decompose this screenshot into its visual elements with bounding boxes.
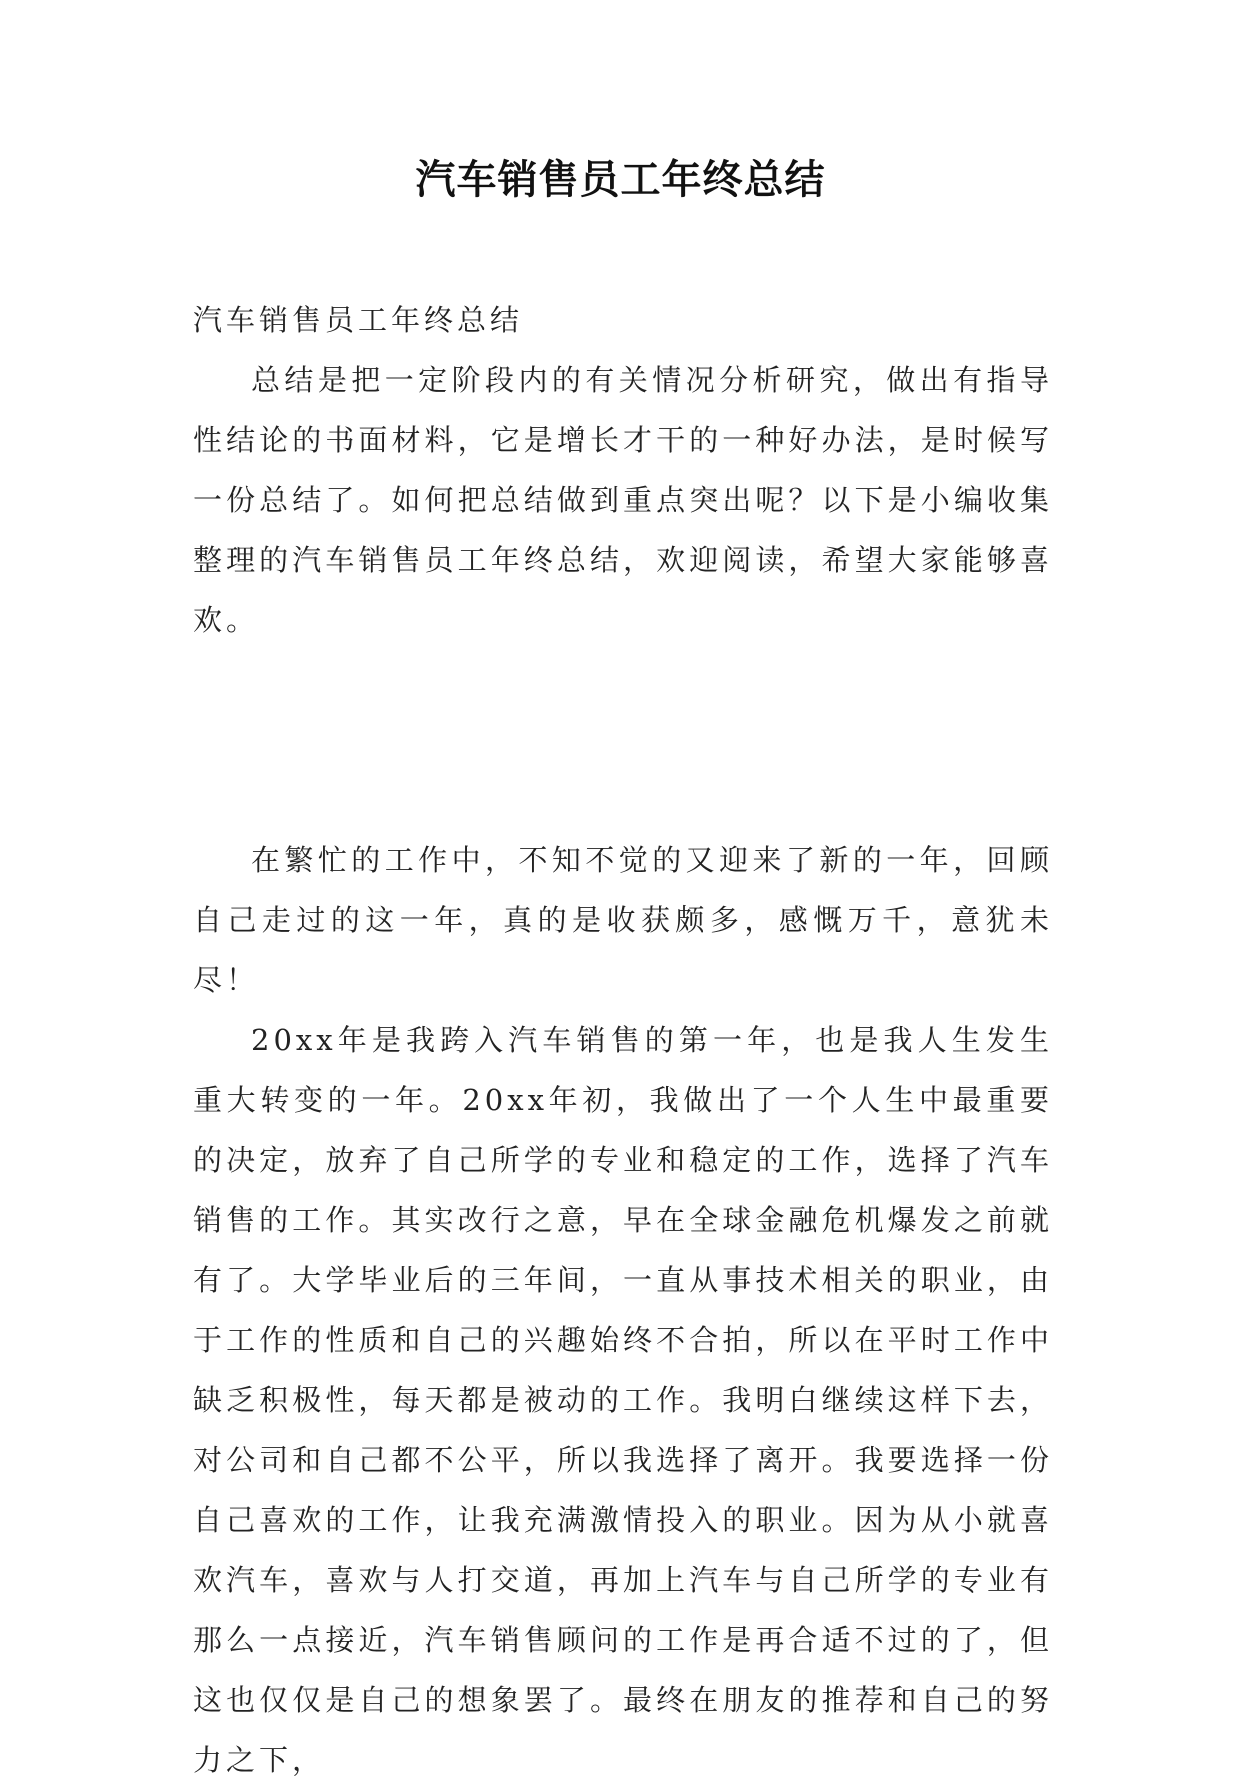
intro-paragraph: 总结是把一定阶段内的有关情况分析研究，做出有指导性结论的书面材料，它是增长才干的一种好办法，是时候写一份总结了。如何把总结做到重点突出呢？以下是小编收集整理的汽车销售员工年终总结，欢迎阅读，希望大家能够喜欢。 <box>193 363 1053 637</box>
document-title: 汽车销售员工年终总结 <box>415 156 826 203</box>
document-body <box>193 290 1053 1790</box>
section-gap <box>193 650 1053 830</box>
document-subtitle: 汽车销售员工年终总结 <box>193 303 524 337</box>
body-paragraph-1: 在繁忙的工作中，不知不觉的又迎来了新的一年，回顾自己走过的这一年，真的是收获颇多，感慨万千，意犹未尽！ <box>193 843 1053 997</box>
body-paragraph-2: 20xx年是我跨入汽车销售的第一年，也是我人生发生重大转变的一年。20xx年初，我做出了一个人生中最重要的决定，放弃了自己所学的专业和稳定的工作，选择了汽车销售的工作。其实改行之意，早在全球金融危机爆发之前就有了。大学毕业后的三年间，一直从事技术相关的职业，由于工作的性质和自己的兴趣始终不合拍，所以在平时工作中缺乏积极性，每天都是被动的工作。我明白继续这样下去，对公司和自己都不公平，所以我选择了离开。我要选择一份自己喜欢的工作，让我充满激情投入的职业。因为从小就喜欢汽车，喜欢与人打交道，再加上汽车与自己所学的专业有那么一点接近，汽车销售顾问的工作是再合适不过的了，但这也仅仅是自己的想象罢了。最终在朋友的推荐和自己的努力之下， <box>193 1023 1053 1777</box>
